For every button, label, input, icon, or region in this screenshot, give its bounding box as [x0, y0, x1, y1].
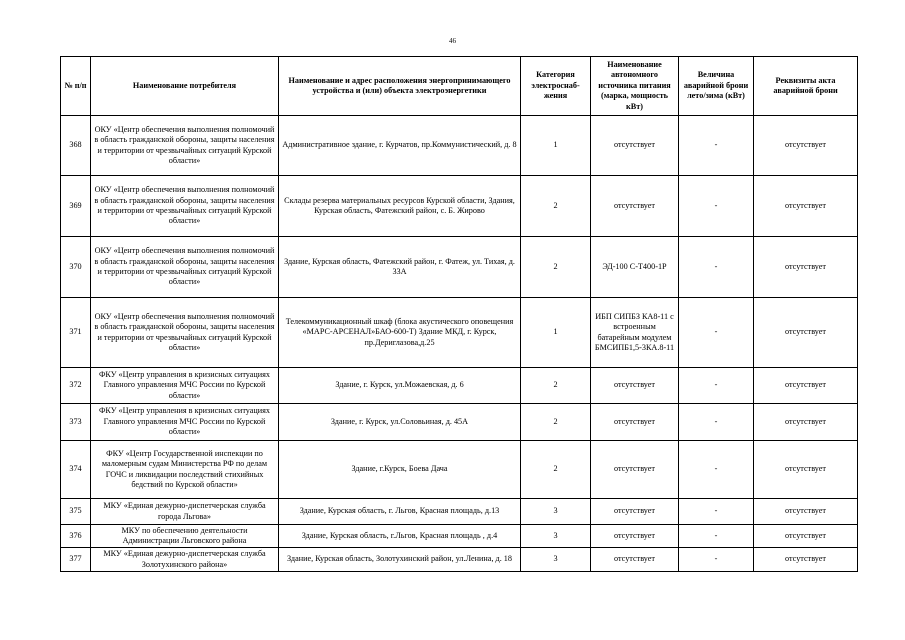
act-details: отсутствует: [754, 176, 858, 237]
row-number: 377: [61, 548, 91, 572]
table-row: [61, 116, 858, 176]
object-address: Здание, Курская область, Фатежский район, г. Фатеж, ул. Тихая, д. 33А: [279, 237, 521, 298]
consumer-name: ФКУ «Центр Государственной инспекции по маломерным судам Министерства РФ по делам ГОЧС и ликвидации последствий стихийных бедствий по Курской области»: [91, 441, 279, 499]
act-details: отсутствует: [754, 404, 858, 441]
row-number: 373: [61, 404, 91, 441]
supply-category: 2: [521, 368, 591, 404]
consumer-name: МКУ «Единая дежурно-диспетчерская служба города Льгова»: [91, 499, 279, 525]
row-number: 372: [61, 368, 91, 404]
supply-category: 3: [521, 548, 591, 572]
act-details: отсутствует: [754, 548, 858, 572]
object-address: Склады резерва материальных ресурсов Курской области, Здания, Курская область, Фатежский район, с. Б. Жирово: [279, 176, 521, 237]
row-number: 370: [61, 237, 91, 298]
act-details: отсутствует: [754, 525, 858, 548]
power-source: отсутствует: [591, 176, 679, 237]
act-details: отсутствует: [754, 368, 858, 404]
reserve-value: -: [679, 525, 754, 548]
row-number: 375: [61, 499, 91, 525]
power-source: ИБП СИПБЗ КА8-11 с встроенным батарейным модулем БМСИПБ1,5-3КА.8-11: [591, 298, 679, 368]
header-num: № п/п: [61, 57, 91, 116]
reserve-value: -: [679, 298, 754, 368]
table-row: [61, 441, 858, 499]
act-details: отсутствует: [754, 237, 858, 298]
object-address: Телекоммуникационный шкаф (блока акустического оповещения «МАРС-АРСЕНАЛ»БАО-600-Т) Здание МКД, г. Курск, пр.Дериглазова,д.25: [279, 298, 521, 368]
supply-category: 1: [521, 298, 591, 368]
reserve-value: -: [679, 116, 754, 176]
power-source: отсутствует: [591, 404, 679, 441]
page-number: 46: [449, 37, 456, 45]
object-address: Административное здание, г. Курчатов, пр.Коммунистический, д. 8: [279, 116, 521, 176]
act-details: отсутствует: [754, 441, 858, 499]
row-number: 369: [61, 176, 91, 237]
row-number: 371: [61, 298, 91, 368]
supply-category: 1: [521, 116, 591, 176]
power-source: отсутствует: [591, 116, 679, 176]
table-row: [61, 525, 858, 548]
reserve-value: -: [679, 441, 754, 499]
row-number: 374: [61, 441, 91, 499]
reserve-value: -: [679, 499, 754, 525]
object-address: Здание, г. Курск, ул.Соловьиная, д. 45А: [279, 404, 521, 441]
table-row: [61, 499, 858, 525]
act-details: отсутствует: [754, 499, 858, 525]
header-source: Наименование автономного источника питания (марка, мощность кВт): [591, 57, 679, 116]
supply-category: 2: [521, 404, 591, 441]
header-reserve: Величина аварийной брони лето/зима (кВт): [679, 57, 754, 116]
reserve-value: -: [679, 237, 754, 298]
header-category: Категория электроснаб- жения: [521, 57, 591, 116]
reserve-value: -: [679, 176, 754, 237]
power-source: ЭД-100 С-Т400-1Р: [591, 237, 679, 298]
header-consumer: Наименование потребителя: [91, 57, 279, 116]
reserve-value: -: [679, 548, 754, 572]
table-row: [61, 404, 858, 441]
supply-category: 3: [521, 499, 591, 525]
row-number: 376: [61, 525, 91, 548]
supply-category: 2: [521, 441, 591, 499]
power-source: отсутствует: [591, 525, 679, 548]
power-source: отсутствует: [591, 368, 679, 404]
reserve-value: -: [679, 368, 754, 404]
object-address: Здание, г.Курск, Боева Дача: [279, 441, 521, 499]
table-row: [61, 368, 858, 404]
supply-category: 3: [521, 525, 591, 548]
consumer-name: ОКУ «Центр обеспечения выполнения полномочий в область гражданской обороны, защиты населения и территории от чрезвычайных ситуаций Курской области»: [91, 298, 279, 368]
header-address: Наименование и адрес расположения энергопринимающего устройства и (или) объекта электроэнергетики: [279, 57, 521, 116]
consumer-name: МКУ по обеспечению деятельности Администрации Льговского района: [91, 525, 279, 548]
power-source: отсутствует: [591, 548, 679, 572]
power-source: отсутствует: [591, 499, 679, 525]
header-row: [61, 57, 858, 116]
act-details: отсутствует: [754, 298, 858, 368]
object-address: Здание, Курская область, г.Льгов, Красная площадь , д.4: [279, 525, 521, 548]
power-source: отсутствует: [591, 441, 679, 499]
supply-category: 2: [521, 176, 591, 237]
consumer-name: ОКУ «Центр обеспечения выполнения полномочий в область гражданской обороны, защиты населения и территории от чрезвычайных ситуаций Курской области»: [91, 237, 279, 298]
table-row: [61, 237, 858, 298]
table-row: [61, 298, 858, 368]
row-number: 368: [61, 116, 91, 176]
reserve-value: -: [679, 404, 754, 441]
consumer-name: ОКУ «Центр обеспечения выполнения полномочий в область гражданской обороны, защиты населения и территории от чрезвычайных ситуаций Курской области»: [91, 116, 279, 176]
header-act: Реквизиты акта аварийной брони: [754, 57, 858, 116]
act-details: отсутствует: [754, 116, 858, 176]
object-address: Здание, Курская область, Золотухинский район, ул.Ленина, д. 18: [279, 548, 521, 572]
reserve-table: [60, 56, 858, 572]
table-row: [61, 176, 858, 237]
consumer-name: МКУ «Единая дежурно-диспетчерская служба Золотухинского района»: [91, 548, 279, 572]
consumer-name: ФКУ «Центр управления в кризисных ситуациях Главного управления МЧС России по Курской области»: [91, 368, 279, 404]
table-row: [61, 548, 858, 572]
supply-category: 2: [521, 237, 591, 298]
object-address: Здание, Курская область, г. Льгов, Красная площадь, д.13: [279, 499, 521, 525]
consumer-name: ФКУ «Центр управления в кризисных ситуациях Главного управления МЧС России по Курской области»: [91, 404, 279, 441]
object-address: Здание, г. Курск, ул.Можаевская, д. 6: [279, 368, 521, 404]
consumer-name: ОКУ «Центр обеспечения выполнения полномочий в область гражданской обороны, защиты населения и территории от чрезвычайных ситуаций Курской области»: [91, 176, 279, 237]
